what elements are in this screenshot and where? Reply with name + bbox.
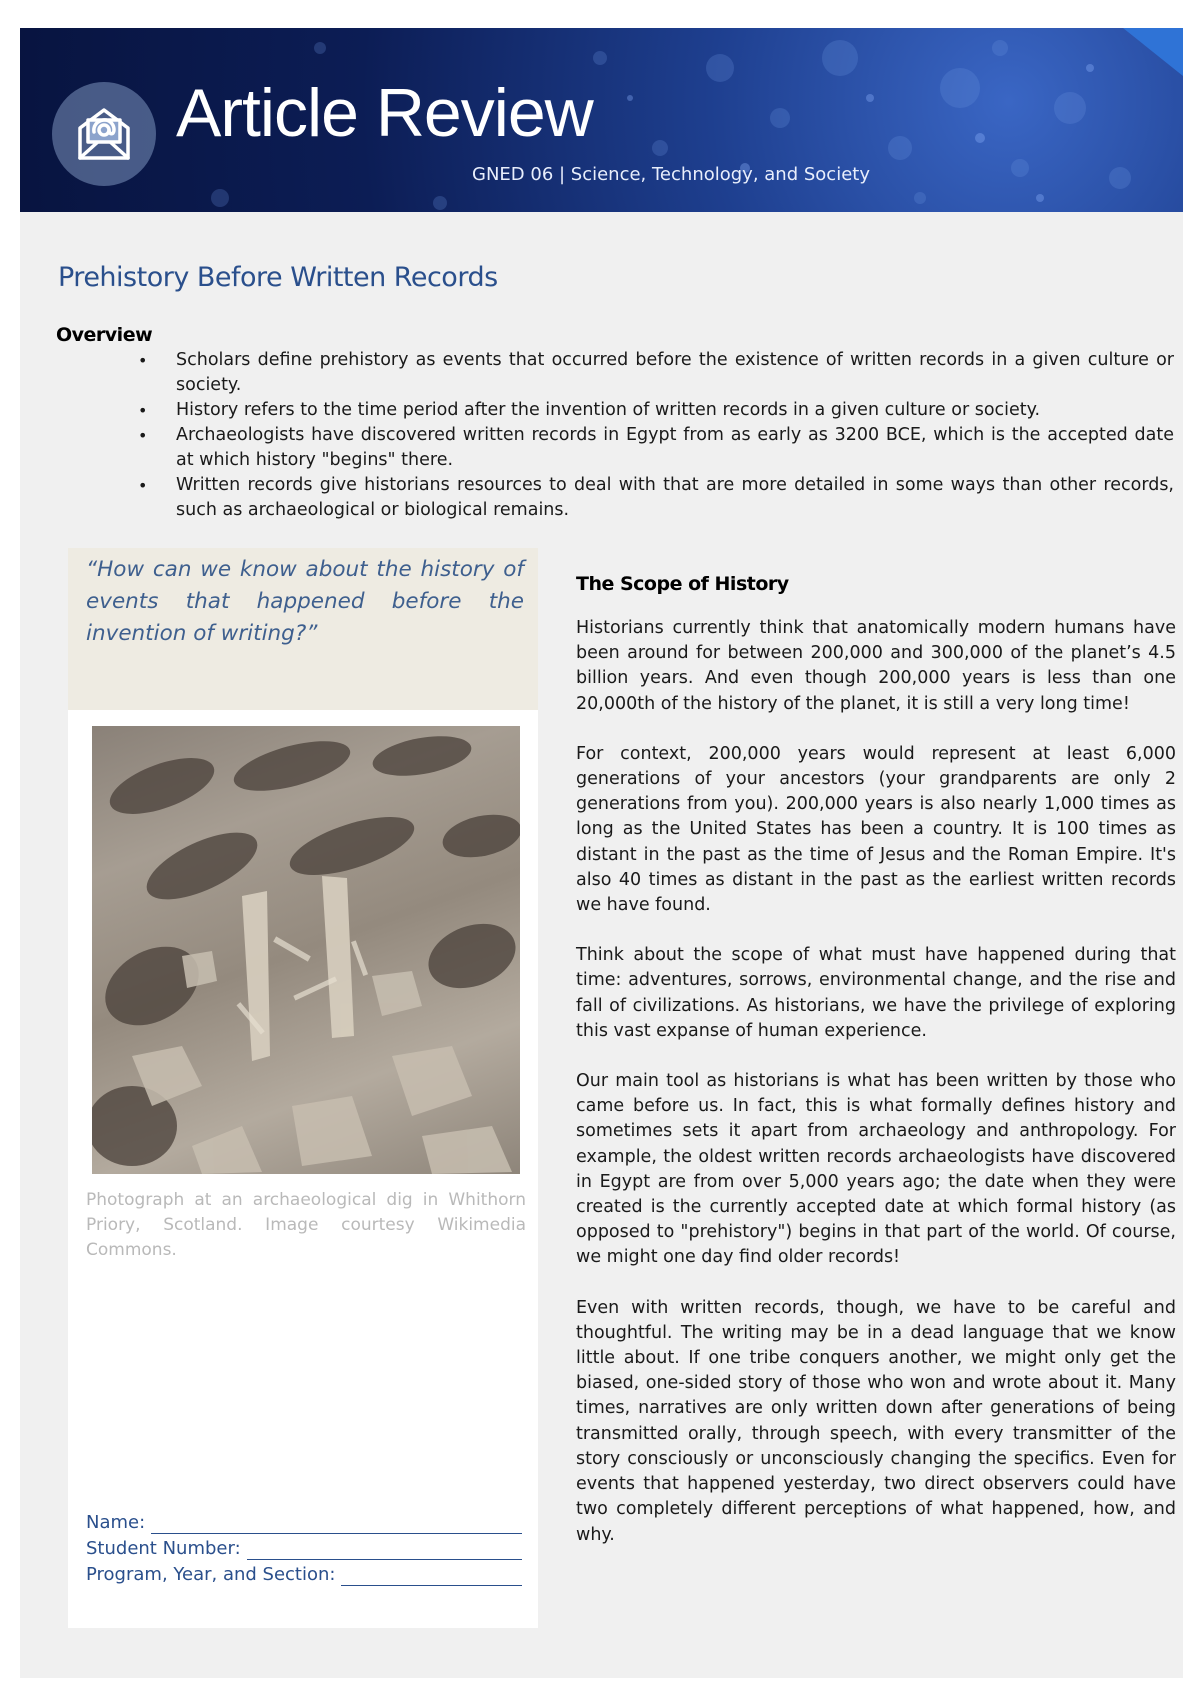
name-field[interactable]: [151, 1514, 522, 1534]
logo: [52, 82, 156, 186]
scope-paragraph: Historians currently think that anatomically modern humans have been around for between 200,000 and 300,000 of the planet’s 4.5 billion years. And even though 200,000 years is less than one 20,000th of the history of the planet, it is still a very long time!: [576, 618, 1176, 714]
name-row: [86, 1508, 522, 1534]
scope-paragraph: Our main tool as historians is what has been written by those who came before us. In fact, this is what formally defines history and sometimes sets it apart from archaeology and anthropology. For example, the oldest written records archaeologists have discovered in Egypt are from over 5,000 years ago; the date when they were created is the currently accepted date at which formal history (as opposed to "prehistory") begins in that part of the world. Of course, we might one day find older records!: [576, 1071, 1176, 1268]
student-number-row: [86, 1534, 522, 1560]
banner-subtitle: GNED 06 | Science, Technology, and Society: [472, 164, 870, 185]
archaeological-dig-photo: [92, 726, 520, 1174]
quote-box: [68, 548, 538, 710]
quote-text: “How can we know about the history of events that happened before the invention of writing?”: [86, 557, 524, 646]
banner-title: Article Review: [176, 75, 593, 151]
program-row: [86, 1560, 522, 1586]
program-field[interactable]: [341, 1566, 522, 1586]
overview-heading: Overview: [56, 324, 153, 346]
photo-caption: Photograph at an archaeological dig in Whithorn Priory, Scotland. Image courtesy Wikimedia Commons.: [86, 1190, 526, 1260]
student-info-form: [86, 1508, 522, 1586]
overview-item: • History refers to the time period after the invention of written records in a given culture or society.: [134, 398, 1174, 423]
student-number-field[interactable]: [247, 1540, 522, 1560]
scope-paragraph: Think about the scope of what must have happened during that time: adventures, sorrows, environmental change, and the rise and fall of civilizations. As historians, we have the privilege of exploring this vast expanse of human experience.: [576, 945, 1176, 1041]
name-label: Name:: [86, 1512, 146, 1533]
sidebar-panel: [68, 548, 538, 1628]
scope-heading: The Scope of History: [576, 573, 789, 595]
article-title: Prehistory Before Written Records: [58, 262, 498, 293]
header-banner: [20, 28, 1183, 212]
email-at-icon: [72, 102, 136, 166]
overview-item: • Written records give historians resources to deal with that are more detailed in some ways than other records, such as archaeological or biological remains.: [134, 473, 1174, 523]
dig-photo-illustration: [92, 726, 520, 1174]
student-number-label: Student Number:: [86, 1538, 241, 1559]
page: [20, 28, 1183, 1678]
scope-section: [576, 572, 1176, 1573]
scope-paragraph: For context, 200,000 years would represent at least 6,000 generations of your ancestors (your grandparents are only 2 generations from you). 200,000 years is also nearly 1,000 times as long as the United States has been a country. It is 100 times as distant in the past as the time of Jesus and the Roman Empire. It's also 40 times as distant in the past as the earliest written records we have found.: [576, 743, 1176, 916]
overview-list: [134, 348, 1174, 523]
program-label: Program, Year, and Section:: [86, 1564, 336, 1585]
overview-item: • Archaeologists have discovered written records in Egypt from as early as 3200 BCE, which is the accepted date at which history "begins" there.: [134, 423, 1174, 473]
scope-paragraph: Even with written records, though, we have to be careful and thoughtful. The writing may be in a dead language that we know little about. If one tribe conquers another, we might only get the biased, one-sided story of those who won and wrote about it. Many times, narratives are only written down after generations of being transmitted orally, through speech, with every transmitter of the story consciously or unconsciously changing the specifics. Even for events that happened yesterday, two direct observers could have two completely different perceptions of what happened, how, and why.: [576, 1297, 1176, 1545]
overview-item: • Scholars define prehistory as events that occurred before the existence of written records in a given culture or society.: [134, 348, 1174, 398]
